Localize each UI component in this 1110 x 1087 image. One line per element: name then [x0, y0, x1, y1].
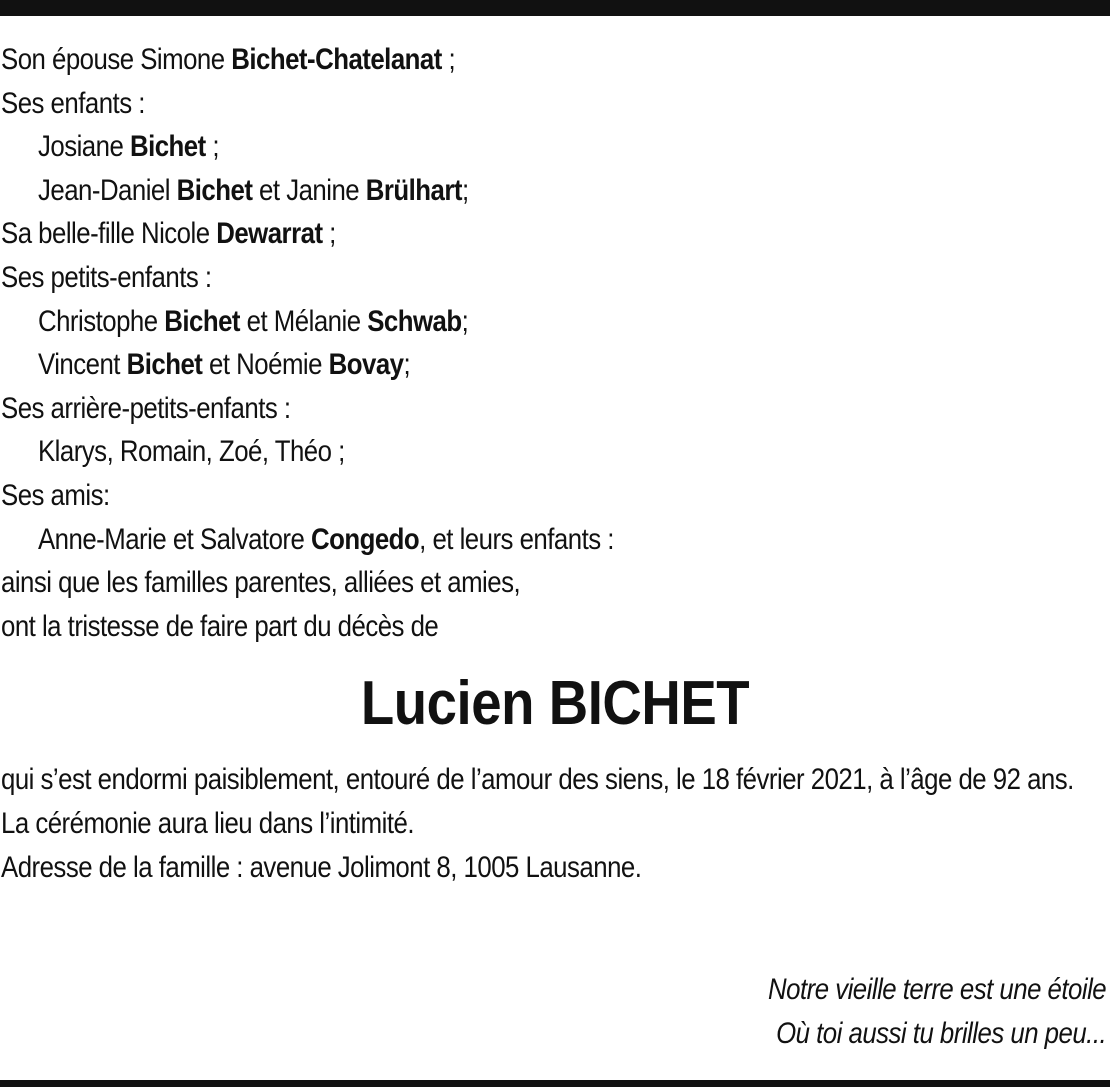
great-grandchildren-names: Klarys, Romain, Zoé, Théo ;: [37, 435, 345, 469]
bottom-border-rule: [0, 1080, 1110, 1087]
daughter-in-law-suffix: ;: [322, 217, 336, 251]
spouse-line: [1, 38, 954, 82]
address-line: Adresse de la famille : avenue Jolimont 8, 1005 Lausanne.: [1, 850, 642, 884]
partner-last-name: Schwab: [367, 304, 462, 338]
grandchild-suffix: ;: [461, 304, 469, 338]
child-first-name: Jean-Daniel: [37, 173, 177, 207]
daughter-in-law-line: [1, 212, 954, 256]
partner-first-name: et Mélanie: [240, 304, 368, 338]
grandchildren-heading: Ses petits-enfants :: [1, 260, 212, 294]
child-suffix: ;: [205, 130, 220, 164]
grandchild-line: [1, 343, 954, 387]
friends-heading: Ses amis:: [1, 478, 110, 512]
closing-line-announcement: ont la tristesse de faire part du décès de: [1, 609, 439, 643]
passing-paragraph: qui s’est endormi paisiblement, entouré de l’amour des siens, le 18 février 2021, à l’âge de 92 ans.: [1, 763, 1074, 797]
friends-line: [1, 518, 954, 562]
grandchild-last-name: Bichet: [126, 348, 203, 382]
partner-last-name: Brülhart: [365, 173, 462, 207]
child-last-name: Bichet: [129, 130, 206, 164]
daughter-in-law-name: Dewarrat: [216, 217, 323, 251]
partner-first-name: et Noémie: [202, 348, 329, 382]
closing-line-relatives: ainsi que les familles parentes, alliées et amies,: [1, 566, 521, 600]
grandchild-first-name: Christophe: [37, 304, 165, 338]
great-grandchildren-heading: Ses arrière-petits-enfants :: [1, 391, 291, 425]
friends-last-name: Congedo: [310, 522, 420, 556]
partner-last-name: Bovay: [328, 348, 404, 382]
obituary-body: [1, 38, 1109, 889]
spouse-suffix: ;: [441, 43, 456, 76]
child-line: [1, 125, 954, 169]
partner-first-name: et Janine: [252, 173, 366, 207]
spouse-text: Son épouse Simone: [1, 43, 232, 76]
daughter-in-law-text: Sa belle-fille Nicole: [1, 217, 217, 251]
grandchild-line: [1, 300, 954, 344]
grandchild-suffix: ;: [403, 348, 411, 382]
grandchild-last-name: Bichet: [164, 304, 241, 338]
friends-first-names: Anne-Marie et Salvatore: [37, 522, 311, 556]
child-last-name: Bichet: [176, 173, 253, 207]
child-first-name: Josiane: [37, 130, 130, 164]
verse-line-1: Notre vieille terre est une étoile: [767, 973, 1106, 1006]
ceremony-line: La cérémonie aura lieu dans l’intimité.: [1, 806, 414, 840]
deceased-name: Lucien BICHET: [360, 669, 750, 739]
children-heading: Ses enfants :: [1, 86, 145, 120]
child-line: [1, 169, 954, 213]
friends-suffix: , et leurs enfants :: [419, 522, 614, 556]
spouse-name: Bichet-Chatelanat: [231, 43, 442, 76]
grandchild-first-name: Vincent: [37, 348, 127, 382]
top-border-rule: [0, 0, 1110, 16]
child-suffix: ;: [461, 173, 469, 207]
closing-verse: [768, 968, 1106, 1055]
verse-line-2: Où toi aussi tu brilles un peu...: [775, 1016, 1106, 1050]
